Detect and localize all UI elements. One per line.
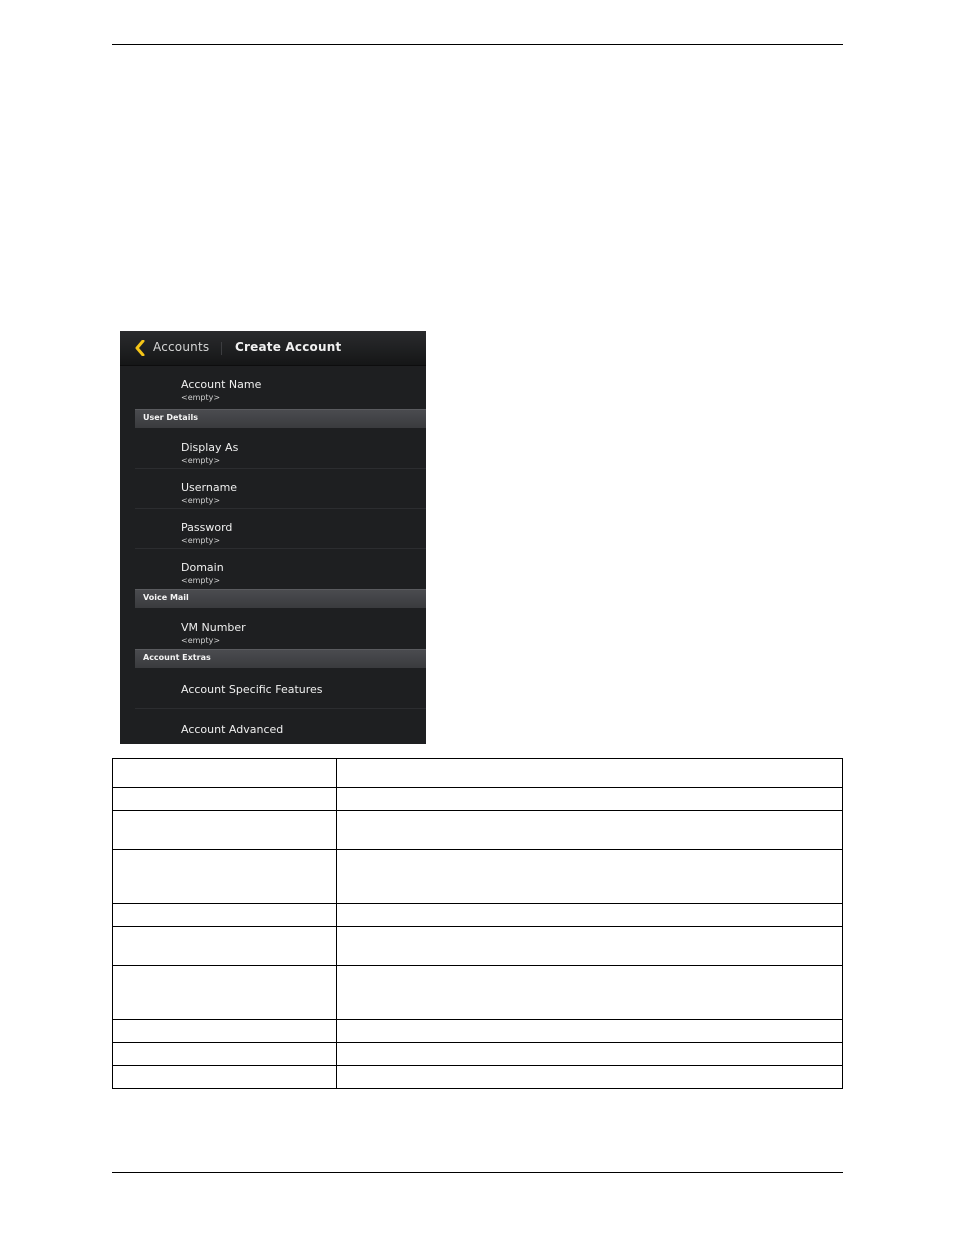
table-cell: [337, 1020, 843, 1043]
table-row: [113, 1020, 843, 1043]
header-rule: [112, 44, 843, 45]
table-row: [113, 759, 843, 788]
item-label: Domain: [181, 561, 224, 574]
list-item-account-advanced[interactable]: [135, 709, 426, 744]
item-label: Account Specific Features: [181, 683, 323, 696]
table-cell: [113, 1066, 337, 1089]
table-row: [113, 927, 843, 966]
table-row: [113, 850, 843, 904]
table-cell: [337, 811, 843, 850]
table-cell: [113, 1043, 337, 1066]
table-row: [113, 1066, 843, 1089]
item-label: Display As: [181, 441, 239, 454]
section-header-user-details: [135, 409, 426, 428]
table-cell: [337, 927, 843, 966]
title-divider: [221, 342, 222, 355]
table-cell: [337, 966, 843, 1020]
table-cell: [113, 904, 337, 927]
item-label: Account Name: [181, 378, 262, 391]
back-button[interactable]: Accounts: [153, 340, 210, 354]
table-row: [113, 966, 843, 1020]
footer-rule: [112, 1172, 843, 1173]
item-value: <empty>: [181, 393, 221, 402]
table-cell: [337, 850, 843, 904]
section-label: Voice Mail: [143, 593, 189, 602]
table-row: [113, 904, 843, 927]
table-cell: [337, 759, 843, 788]
chevron-left-icon[interactable]: [134, 340, 146, 356]
title-bar: [120, 331, 426, 366]
table-cell: [113, 1020, 337, 1043]
table-cell: [337, 788, 843, 811]
table-cell: [337, 904, 843, 927]
item-label: VM Number: [181, 621, 246, 634]
section-header-account-extras: [135, 649, 426, 668]
table-cell: [113, 850, 337, 904]
table-cell: [113, 759, 337, 788]
list-item-account-specific-features[interactable]: [135, 669, 426, 709]
section-header-voice-mail: [135, 589, 426, 608]
table-cell: [337, 1043, 843, 1066]
item-value: <empty>: [181, 536, 221, 545]
table-cell: [337, 1066, 843, 1089]
section-label: User Details: [143, 413, 198, 422]
item-label: Account Advanced: [181, 723, 284, 736]
item-value: <empty>: [181, 636, 221, 645]
list-item-username[interactable]: [135, 469, 426, 509]
item-value: <empty>: [181, 496, 221, 505]
table-cell: [113, 966, 337, 1020]
table-row: [113, 1043, 843, 1066]
table-cell: [113, 788, 337, 811]
list-item-display-as[interactable]: [135, 429, 426, 469]
list-item-password[interactable]: [135, 509, 426, 549]
table-row: [113, 788, 843, 811]
item-label: Username: [181, 481, 238, 494]
list-item-vm-number[interactable]: [135, 609, 426, 649]
item-value: <empty>: [181, 576, 221, 585]
phone-screenshot: [120, 331, 426, 744]
item-label: Password: [181, 521, 233, 534]
page-title: Create Account: [235, 340, 342, 354]
settings-table: [112, 758, 843, 1089]
list-item-domain[interactable]: [135, 549, 426, 588]
item-value: <empty>: [181, 456, 221, 465]
list-item-account-name[interactable]: [135, 366, 426, 409]
table-row: [113, 811, 843, 850]
section-label: Account Extras: [143, 653, 211, 662]
table-cell: [113, 811, 337, 850]
table-cell: [113, 927, 337, 966]
